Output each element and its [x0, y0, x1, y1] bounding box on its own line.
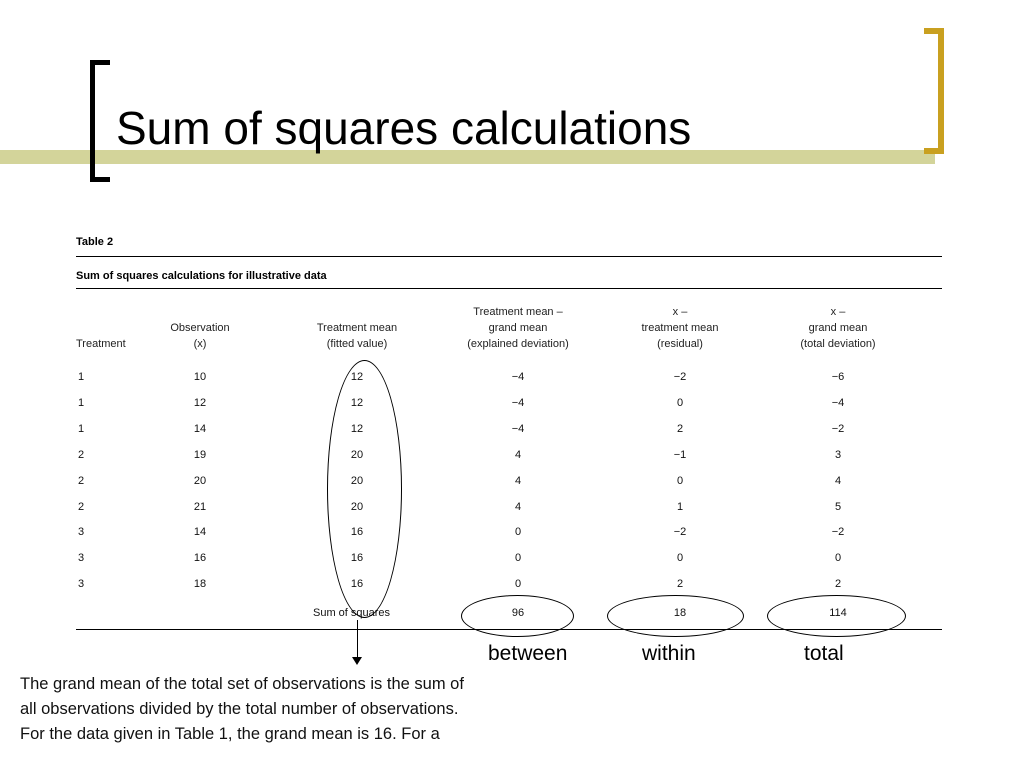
column-header-line: x –	[830, 306, 846, 318]
table-cell: 18	[193, 578, 207, 591]
table-cell: 1	[78, 371, 85, 383]
table-cell: 4	[514, 448, 522, 461]
table-cell: 4	[834, 474, 842, 487]
table-cell: 12	[350, 371, 364, 383]
table-cell: 16	[350, 578, 364, 591]
table-cell: −4	[831, 396, 845, 409]
table-cell: 19	[193, 448, 207, 461]
table-caption: Table 2	[76, 236, 114, 248]
table-cell: 2	[78, 474, 85, 487]
table-cell: 0	[676, 552, 684, 565]
column-header	[641, 304, 718, 352]
column-header	[170, 320, 229, 352]
table-cell: 16	[350, 526, 364, 539]
table-cell: 0	[514, 578, 522, 591]
table-cell: 16	[193, 552, 207, 565]
table-cell: 12	[350, 422, 364, 435]
text-line: all observations divided by the total number of observations.	[20, 700, 459, 718]
column-header-line: Treatment mean	[316, 322, 398, 334]
table-cell: 14	[193, 526, 207, 539]
table-cell: 1	[78, 422, 85, 435]
table-cell: −4	[511, 396, 525, 409]
column-header-line: (total deviation)	[800, 338, 876, 350]
column-header-line: Treatment	[76, 338, 126, 350]
within-label: within	[642, 642, 696, 665]
table-cell: 20	[350, 500, 364, 513]
sum-total: 114	[829, 607, 847, 619]
table-cell: 1	[676, 500, 684, 513]
table-cell: 2	[676, 578, 684, 591]
text-excerpt	[20, 672, 565, 747]
left-bracket-decoration	[90, 60, 110, 182]
sum-explained: 96	[511, 607, 525, 619]
table-cell: 0	[676, 474, 684, 487]
table-cell: −2	[831, 422, 845, 435]
column-header-line: (fitted value)	[326, 338, 388, 350]
table-cell: 20	[350, 474, 364, 487]
table-cell: −4	[511, 422, 525, 435]
table-top-rule	[76, 256, 942, 257]
table-cell: −1	[673, 448, 687, 461]
arrow-shaft	[357, 620, 358, 660]
table-cell: 20	[350, 448, 364, 461]
table-cell: 0	[514, 552, 522, 565]
column-header-line: Observation	[170, 322, 230, 334]
column-header-line: (explained deviation)	[467, 338, 569, 350]
table-cell: 21	[193, 500, 207, 513]
table-cell: 2	[676, 422, 684, 435]
fitted-value-ellipse	[327, 360, 402, 618]
table-cell: 20	[193, 474, 207, 487]
within-ellipse	[607, 595, 744, 637]
table-cell: 3	[78, 526, 85, 539]
table-cell: 3	[78, 552, 85, 565]
table-header-rule	[76, 288, 942, 289]
column-header-line: (x)	[193, 338, 207, 350]
text-line: For the data given in Table 1, the grand mean is 16. For a	[20, 725, 440, 743]
column-header	[467, 304, 569, 352]
table-cell: 1	[78, 396, 85, 409]
table-cell: −2	[673, 371, 687, 383]
between-label: between	[488, 642, 568, 665]
table-cell: 12	[193, 396, 207, 409]
table-cell: 3	[78, 578, 85, 591]
table-cell: 14	[193, 422, 207, 435]
table-cell: −2	[831, 526, 845, 539]
table-cell: 3	[834, 448, 842, 461]
column-header	[317, 320, 397, 352]
right-bracket-decoration	[924, 28, 944, 154]
table-cell: 10	[193, 371, 207, 383]
total-ellipse	[767, 595, 906, 637]
column-header-line: (residual)	[657, 338, 703, 350]
sum-residual: 18	[673, 607, 687, 619]
column-header-line: treatment mean	[641, 322, 719, 334]
slide-title: Sum of squares calculations	[116, 102, 692, 154]
table-cell: 0	[514, 526, 522, 539]
arrow-down-icon	[352, 657, 362, 665]
column-header-line: grand mean	[488, 322, 548, 334]
table-cell: 2	[78, 500, 85, 513]
sum-of-squares-label: Sum of squares	[313, 607, 391, 619]
column-header	[800, 304, 875, 352]
total-label: total	[804, 642, 844, 665]
table-cell: −6	[831, 371, 845, 383]
between-ellipse	[461, 595, 574, 637]
column-header-line: x –	[672, 306, 688, 318]
column-header-line: Treatment mean –	[473, 306, 563, 318]
column-header-line: grand mean	[808, 322, 868, 334]
text-line: The grand mean of the total set of observations is the sum of	[20, 675, 464, 693]
table-cell: −2	[673, 526, 687, 539]
table-cell: 2	[834, 578, 842, 591]
table-cell: 12	[350, 396, 364, 409]
table-cell: 5	[834, 500, 842, 513]
table-subtitle: Sum of squares calculations for illustrative data	[76, 270, 327, 282]
table-cell: 16	[350, 552, 364, 565]
table-cell: 4	[514, 474, 522, 487]
table-cell: 0	[834, 552, 842, 565]
table-cell: 4	[514, 500, 522, 513]
column-header	[76, 336, 126, 352]
table-cell: 2	[78, 448, 85, 461]
table-cell: 0	[676, 396, 684, 409]
table-cell: −4	[511, 371, 525, 383]
